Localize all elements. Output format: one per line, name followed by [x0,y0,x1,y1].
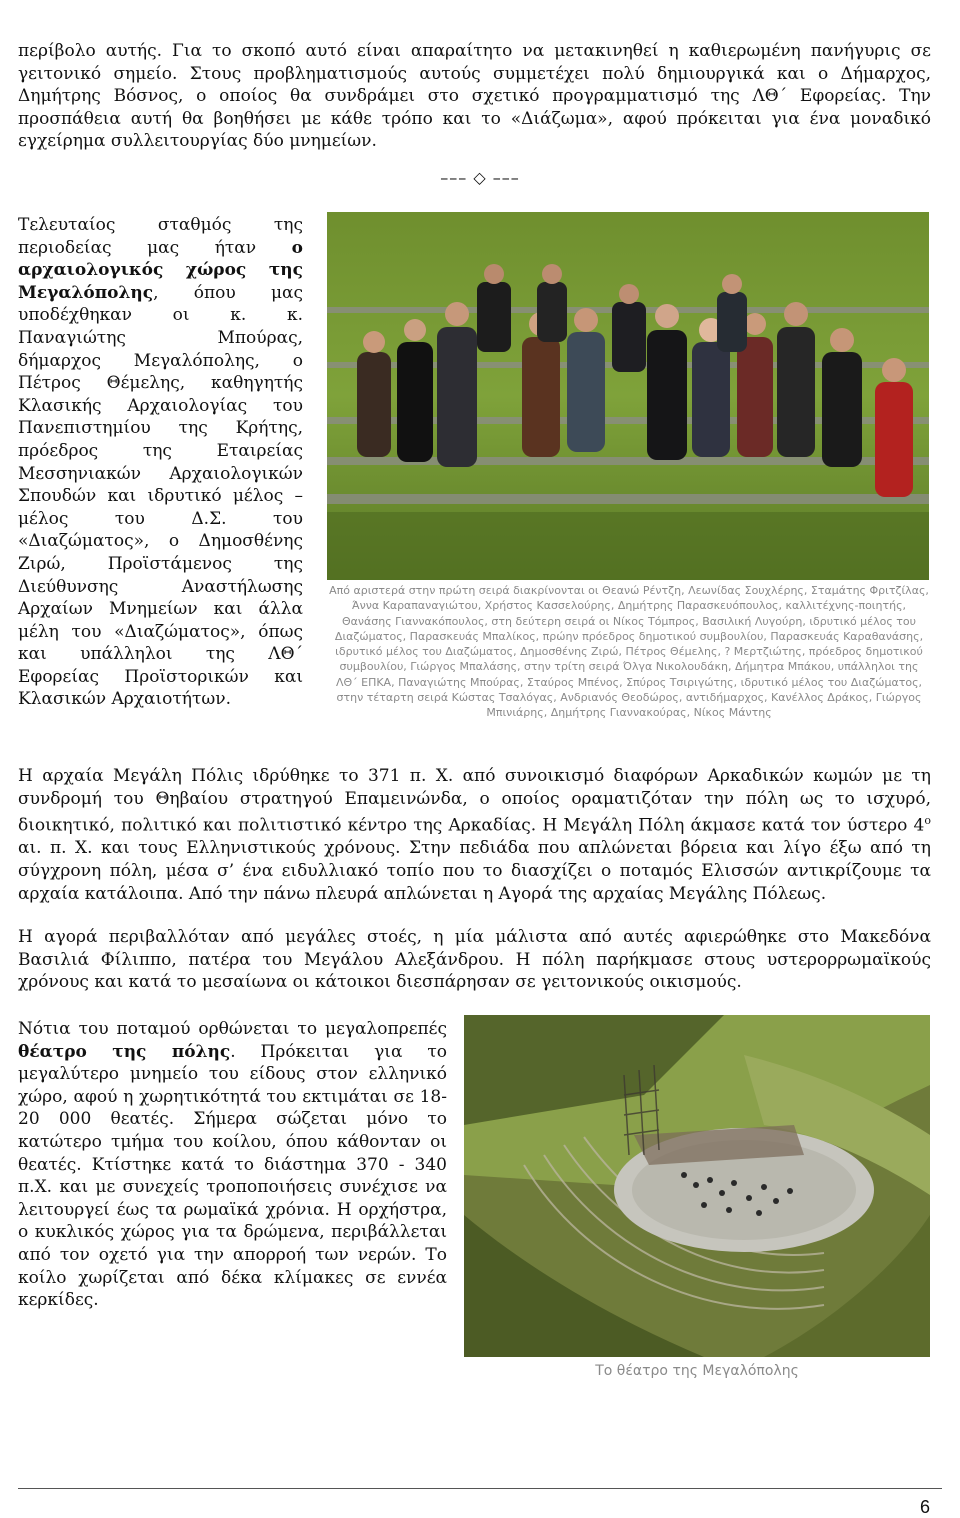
history-paragraph-2: Η αγορά περιβαλλόταν από μεγάλες στοές, η μία μάλιστα από αυτές αφιερώθηκε στο Μακεδόνα Βασιλιά Φίλιππο, πατέρα του Μεγάλου Αλεξάνδρου. Η πόλη παρήκμασε στους υστερορρωμαϊκούς χρόνους και κατά το μεσαίωνα οι κάτοικοι διεσπάρησαν σε γειτονικούς οικισμούς. [18,927,931,993]
theatre-photo [464,1015,930,1357]
footer-divider [18,1488,942,1489]
theatre-paragraph [18,1018,447,1312]
theatre-photo-caption: Το θέατρο της Μεγαλόπολης [595,1363,799,1379]
visit-text-post: , όπου μας υποδέχθηκαν οι κ. κ. Παναγιώτης Μπούρας, δήμαρχος Μεγαλόπολης, ο Πέτρος Θέμελης, καθηγητής Κλασικής Αρχαιολογίας του Πανεπιστημίου της Κρήτης, πρόεδρος της Εταιρείας Μεσσηνιακών Αρχαιολογικών Σπουδών και ιδρυτικό μέλος – μέλος του Δ.Σ. του «Διαζώματος», ο Δημοσθένης Ζιρώ, Προϊστάμενος της Διεύθυνσης Αναστήλωσης Αρχαίων Μνημείων και άλλα μέλη του «Διαζώματος», όπως και υπάλληλοι της ΛΘ΄ Εφορείας Προϊστορικών και Κλασικών Αρχαιοτήτων. [18,282,303,710]
visit-text-pre: Τελευταίος σταθμός της περιοδείας μας ήταν [18,215,303,258]
history-superscript: ο [924,814,931,828]
visit-paragraph [18,214,303,711]
group-photo [327,212,929,580]
section-separator: ––– ◇ ––– [440,168,520,187]
history-text-1-end: αι. π. Χ. και τους Ελληνιστικούς χρόνους. Στην πεδιάδα που απλώνεται βόρεια και λίγο έξω από τη σύγχρονη πόλη, μέσα σ’ ένα ειδυλλιακό τοπίο που το διασχίζει ο ποταμός Ελισσών αντικρίζουμε τα αρχαία κατάλοιπα. Από την πάνω πλευρά απλώνεται η Αγορά της αρχαίας Μεγάλης Πόλεως. [18,838,931,904]
history-paragraph-1 [18,765,931,905]
theatre-name: θέατρο της πόλης [18,1041,231,1062]
intro-paragraph: περίβολο αυτής. Για το σκοπό αυτό είναι απαραίτητο να μετακινηθεί η καθιερωμένη πανήγυρις σε γειτονικό σημείο. Στους προβληματισμούς αυτούς συμμετέχει πολύ δημιουργικά και ο Δήμαρχος, Δημήτρης Βόσνος, ο οποίος θα συνδράμει στο σχετικό προγραμματισμό της ΛΘ΄ Εφορείας. Την προσπάθεια αυτή θα βοηθήσει με κάθε τρόπο και το «Διάζωμα», αφού πρόκειται για ένα μοναδικό εγχείρημα συλλειτουργίας δύο μνημείων. [18,41,931,152]
theatre-text-post: . Πρόκειται για το μεγαλύτερο μνημείο του είδους στον ελληνικό χώρο, αφού η χωρητικότητά του εκτιμάται σε 18-20 000 θεατές. Σήμερα σώζεται μόνο το κατώτερο τμήμα του κοίλου, όπου κάθονταν οι θεατές. Κτίστηκε κατά το διάστημα 370 - 340 π.Χ. και με συνεχείς τροποποιήσεις συνέχισε να λειτουργεί έως τα ρωμαϊκά χρόνια. Η ορχήστρα, ο κυκλικός χώρος για τα δρώμενα, περιβάλλεται από τον οχετό για την απορροή των νερών. Το κοίλο χωρίζεται από δέκα κλίμακες σε εννέα κερκίδες. [18,1041,447,1311]
history-text-1: Η αρχαία Μεγάλη Πόλις ιδρύθηκε το 371 π. Χ. από συνοικισμό διαφόρων Αρκαδικών κωμών με τη συνδρομή του Θηβαίου στρατηγού Επαμεινώνδα, ο οποίος οραματιζόταν την πόλη ως το ισχυρό, διοικητικό, πολιτικό και πολιτιστικό κέντρο της Αρκαδίας. Η Μεγάλη Πόλη άκμασε κατά τον ύστερο 4 [18,766,931,836]
visit-site-name: ο αρχαιολογικός χώρος της Μεγαλόπολης [18,237,303,303]
page-number: 6 [919,1497,930,1517]
group-photo-caption: Από αριστερά στην πρώτη σειρά διακρίνονται οι Θεανώ Ρέντζη, Λεωνίδας Σουχλέρης, Σταμάτης Φριτζίλας, Άννα Καραπαναγιώτου, Χρήστος Κασσελούρης, Δημήτρης Παρασκευόπουλος, καλλιτέχνης-ποιητής, Θανάσης Γιαννακόπουλος, στη δεύτερη σειρά οι Νίκος Τόμπρος, Βασιλική Λυγούρη, ιδρυτικό μέλος του Διαζώματος, Παρασκευάς Μπαλίκος, πρώην πρόεδρος δημοτικού συμβουλίου, Παρασκευάς Καραθανάσης, ιδρυτικό μέλος του Διαζώματος, Δημοσθένης Ζιρώ, Πέτρος Θέμελης, ? Μερτζιώτης, πρόεδρος δημοτικού συμβουλίου, Γιώργος Μπαλάσης, στην τρίτη σειρά Όλγα Νικολουδάκη, Δήμητρα Μπάκου, υπάλληλοι της ΛΘ΄ ΕΠΚΑ, Παναγιώτης Μπούρας, Σταύρος Μπένος, Σπύρος Τσιριγώτης, ιδρυτικό μέλος του Διαζώματος, στην τέταρτη σειρά Κώστας Τσαλόγας, Ανδριανός Θεοδώρος, αντιδήμαρχος, Κανέλλος Δράκος, Γιώργος Μπινιάρης, Δημήτρης Γιαννακούρας, Νίκος Μάντης [329,584,929,720]
theatre-text-pre: Νότια του ποταμού ορθώνεται το μεγαλοπρεπές [18,1019,447,1039]
